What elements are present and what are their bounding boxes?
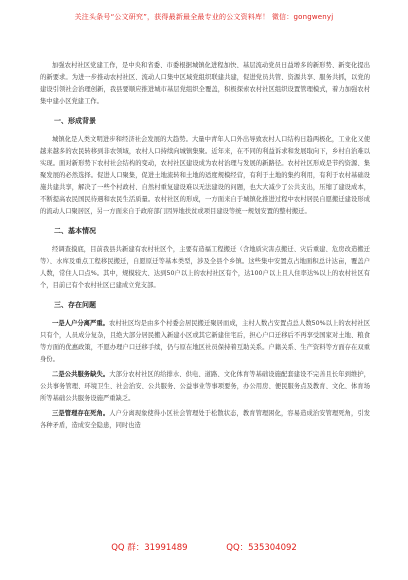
problem-text-2: 大部分农村社区的给排水、供电、道路、文化体育等基础设施配套建设不完善且长年到维护，公共事务管理、环境卫生、社会治安、公共服务、公益事业等事项要务，办公用房、便民服务点及教育、文化、体育场所等基础公共服务设施严重缺乏。 bbox=[40, 371, 371, 402]
problem-paragraph-1 bbox=[40, 318, 370, 366]
problem-lead-2: 二是公共服务缺失。 bbox=[52, 371, 110, 378]
footer-qq-group: QQ 群：31991489 bbox=[111, 543, 188, 553]
problem-text-1: 农村社区均是由多个村委会居民搬迁聚居而成，主村人数占安置点总人数50%以上的农村社区只有个，人员成分复杂，且绝大部分居民搬入新建小区或其它新建住宅后，担心户口迁移后不再享受国家对土地、粮食等方面的优惠政策，不愿办理户口迁移手续，仍与原在地区社员保持着互助关系。户籍关系、生产资料等方面存在双重身份。 bbox=[40, 320, 370, 363]
problem-lead-1: 一是人户分离严重。 bbox=[52, 320, 109, 327]
section-heading-background: 一、形成背景 bbox=[54, 117, 96, 125]
basic-situation-paragraph: 经调查摸底，目前我县共新建有农村社区个，主要有造福工程搬迁（含地质灾害点搬迁、灾后重建、危房改造搬迁等）、水库及重点工程移民搬迁，自愿原迁等基本类型，涉及全县个乡镇。这些集中安置点占地面积总计达亩，覆盖户人数，常住人口点%。其中，规模较大、达到50户以上的农村社区有个，达100户以上且人住率达%以上的农村社区有个，目前已有个农村社区已建成立党支部。 bbox=[40, 246, 370, 289]
background-paragraph: 城镇化是人类文明进步和经济社会发展的大趋势。大量中青年人口外出导致农村人口结构日趋两极化，工业化又使越来越多的农民转移到非农领域，农村人口持续向城镇集聚。近年来，在不同的利益诉求和发展取向下，乡村自治难以实现。面对新形势下农村社会结构的变动，农村社区建设成为农村治理与发展的新路径。农村社区形成是节约资源、集聚发展的必然选择。促进人口聚集，促进土地流转和土地的适度规模经营，有利于土地的集约利用，有利于农村基础设施共建共享，解决了一些个村政村、自然村重复建设难以无法建设的问题，也大大减少了公共支出，压缩了建设成本，不断提高农民国民待遇和农民生活质量。农村社区的形成，一方面来自于城镇化推进过程中农村居民自愿搬迁建设形成的流动人口聚居区，另一方面来自于政府部门因异地扶贫或项目建设等统一规划安置的整村搬迁。 bbox=[40, 136, 370, 215]
problem-paragraph-3 bbox=[40, 408, 370, 432]
problem-text-3: 人户分离现象使得小区社会管理处于松散状态，教育管理困化，容易造成治安管理死角，引发各种矛盾，造成安全隐患，同时也造 bbox=[40, 410, 371, 429]
footer-qq: QQ：535304092 bbox=[226, 543, 297, 553]
document-body bbox=[40, 60, 370, 435]
problem-lead-3: 三是管理存在死角。 bbox=[52, 410, 110, 417]
problem-paragraph-2 bbox=[40, 369, 370, 405]
header-notice: 关注头条号“公文研究”，获得最新最全最专业的公文资料库！ 微信：gongwenyj bbox=[74, 13, 334, 21]
section-heading-problems: 三、存在问题 bbox=[54, 301, 96, 309]
footer-contact bbox=[0, 541, 408, 553]
intro-paragraph: 加强农村社区党建工作，是中央和省委、市委根据城镇化进程加快、基层流动党员日益增多的新形势、新变化提出的新要求。为进一步推动农村社区、流动人口集中区域党组织联建共建，促进党员共管、资源共享、服务共抓，以党的建设引领社会治理创新，我县要顺应推进城市基层党组织全覆盖，积极探索农村社区组织设置管理模式，着力加强农村集中建小区党建工作。 bbox=[40, 62, 370, 105]
section-heading-basic-situation: 二、基本情况 bbox=[54, 227, 96, 235]
